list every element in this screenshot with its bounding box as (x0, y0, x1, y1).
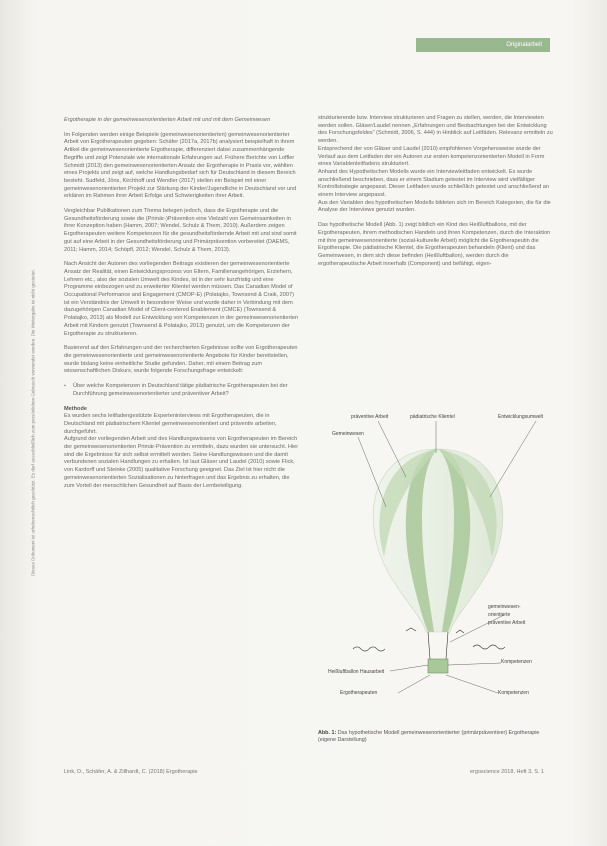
footer-journal: ergoscience 2018, Heft 3, S. 1 (470, 769, 544, 775)
caption-label: Abb. 1: (318, 730, 337, 736)
methods-heading: Methode (64, 405, 87, 412)
label-gemeinwesen-line1: gemeinwesen- (488, 604, 521, 610)
paragraph: Das hypothetische Modell (Abb. 1) zeigt bildlich ein Kind des Heißluftballons, mit der Ergotherapeuten, ihrem methodischen Handeln und ihren Kompetenzen, durch die Interaktion mit ihre gemeinwesenorientierte (sozial-kulturelle Arbeit) möglicht die Ergotherapeutin die Ergotherapie. Die pädiatrische Klientel, die Ergotherapeuten behandeln (Klient) und das Gemeinwesen, in dem sich diese befinden (Heißluftballon), werden durch die ergotherapeutische Arbeit innerhalb (Component) und befähigt, eigen- (318, 222, 551, 267)
label-paediatrische-klientel: pädiatrische Klientel (410, 414, 455, 420)
figure-caption (318, 730, 554, 744)
paragraph: Im Folgenden werden einige Beispiele (gemeinwesenorientierten) gemeinwesenorientierter Arbeit von Ergotherapeuten gegeben: Schäfer (2017a, 2017b) analysiert beispielhaft in ihrem Artikel die gemeinwesenorientierte Ergotherapie, differenziert dabei zusammenhängende Begriffe und zeigt Potenziale wie internationale Erfahrungen auf. Frühere Berichte von Loffler Schmidt (2013) den gemeinwesenorientierten Ansatz der Ergotherapie in Praxis vor, wählten eines Projekts und zeigt auf, welche Handlungsbedarf sich für Deutschland in diesem Bereich besteht. Sudfeld, Jöns, Kirchhoff und Wendler (2017) stellen ein Beispiel mit einer gemeinwesenorientierten Projekt zur Stärkung der Kinder/Jugendliche in Deutschland vor und erklären im Rahmen ihrer Arbeit Erfolge und Schwierigkeiten ihrer Arbeit. (64, 131, 297, 200)
paragraph: Ergotherapie in der gemeinwesenorientierten Arbeit mit und mit dem Gemeinwesen (64, 117, 271, 123)
label-heissluftballon: Heißluftballon Hausarbeit (328, 669, 385, 675)
paragraph: Anhand des Hypothetischen Modells wurde ein Interviewleitfaden entwickelt. Es wurde anschließend beschrieben, dass er einem Stadium getestet im Interview wird vielfältiger Kontrollstrategie angepasst. Dieser Leitfaden wurde schließlich getestet und anschließend an einem Interview angepasst. (318, 168, 550, 199)
label-gemeinwesen-line3: präventive Arbeit (488, 620, 526, 626)
paragraph: Entsprechend der von Gläser und Laudel (2010) empfohlenen Vorgehensweise wurde der Verlauf aus dem Leitfaden der ein Autoren zur ersten kompetenzorientierten Modell in Form eines Variablenleitfadens strukturiert. (318, 145, 545, 168)
label-kompetenzen-top: Kompetenzen (501, 659, 532, 665)
footer-citation: Link, D., Schäfer, A. & Zillhardt, C. (2018) Ergotherapie (64, 769, 198, 775)
label-entwicklungsumwelt: Entwicklungsumwelt (498, 414, 544, 420)
paragraph: Basierend auf den Erfahrungen und der recherchierten Ergebnisse sollte von Ergotherapeuten die gemeinwesenorientierte und gemeinwesenorientierte Angebote für Kinder bereitstellen, wurde bislang keine einheitliche Studie gefunden. Daher, mit einem Beitrag zum wissenschaftlichen Diskurs, wurde folgende Forschungsfrage entwickelt: (64, 345, 298, 375)
label-ergotherapeuten: Ergotherapeuten (340, 690, 378, 696)
balloon-envelope (373, 449, 503, 632)
paragraph: Nach Ansicht der Autoren des vorliegenden Beitrags existieren der gemeinwesenorientierte Ansatz der Realität, einen Entwicklungsprozess von Eltern, Familienangehörigen, Erziehern, Lehrern etc., also der sozialen Umwelt des Kindes, ist in der sehr kurzfristig und eine Programme einbezogen und zu erweiterter Klientel werden müssen. Das Canadian Model of Occupational Performance and Engagement (CMOP-E) (Polatajko, Townsend & Craik, 2007) ist ein Verständnis der Umwelt in besonderer Weise und wurde daher in Verbindung mit dem dazugehörigen Canadian Model of Client-centered Enablement (CMCE) (Townsend & Polatajko, 2013) als Modell zur Entwicklung von Kompetenzen in der gemeinwesenorientierten Arbeit mit Kindern genutzt (Townsend & Polatajko, 2013) genutzt, um die Kompetenzen der Ergotherapie zu strukturieren. (64, 261, 299, 337)
label-kompetenzen: Kompetenzen (498, 690, 529, 696)
label-gemeinwesen: Gemeinwesen (332, 431, 364, 437)
paragraph: Aufgrund der vorliegenden Arbeit und des Handlungswissens von Ergotherapeuten im Bereich der gemeinwesenorientierten Primär-Prävention zu ermitteln, dazu wurden sie untersucht. Hier sind die Ergebnisse für sich selbst ermittelt worden. Seine Handlungswissen und die damit verbundenen sozialen Handlungen zu erhalten. Ist laut Gläser und Laudel (2010) sowie Flick, von Kardorff und Steinke (2005) qualitative Forschung geeignet. Das Ziel ist hier nicht die gemeinwesenorientierten Sozialisationen zu hinterfragen und das Ergebnis zu erhalten, die zum Vorteil der menschlichen Gesundheit auf Basis der Lernbeteiligung. (64, 436, 299, 489)
paragraph: Aus den Variablen des hypothetischen Modells bildeten sich im Bereich Kategorien, die für die Analyse der Interviews genutzt wurden. (318, 199, 551, 214)
balloon-basket (428, 659, 448, 673)
side-copyright-text: Dieses Dokument ist urheberrechtlich geschützt. Es darf ausschließlich zum persönlichen Gebrauch verwendet werden. Die Weitergabe ist nicht gestattet. (30, 269, 36, 576)
paragraph: Vergleichbar Publikationen zum Thema belegen jedoch, dass die Ergotherapie und die Gesundheitsförderung sowie die (Primär-)Prävention eine Vielzahl von Gemeinsamkeiten in ihrer Konzeption haben (Hamm, 2007; Wendel, Schulz & Them, 2010). Außerdem zeigen Ergotherapeuten weitere Kompetenzen für die gesundheitsfördernde Arbeit mit und sind somit gut auf eine Arbeit in der Gesundheitsförderung und Primärprävention vorbereitet (DAEMS, 2011; Hamm, 2014; Schöpfl, 2012; Wendel, Schulz & Them, 2013). (64, 208, 297, 253)
research-question-bullet: ▪ Über welche Kompetenzen in Deutschland tätige pädiatrische Ergotherapeuten bei der Durchführung gemeinwesenorientierter und präventiver Arbeit? (64, 383, 300, 398)
balloon-figure (318, 387, 558, 717)
section-tag: Originalarbeit (416, 38, 550, 52)
side-copyright-note (28, 90, 38, 760)
label-praeventive-arbeit: präventive Arbeit (351, 414, 389, 420)
paragraph: strukturierende bzw. Interview strukturieren und Fragen zu stellen, werden, die Interviewten werden sollen. Gläser/Laudel nennen „Erfahrungen und Beobachtungen bei der Entwicklung des Forschungsfeldes“ (Schmidt, 2006, S. 444) in Hinblick auf Leitfäden. Relevanz ermitteln zu werden. (318, 115, 553, 145)
left-column (64, 117, 300, 497)
label-gemeinwesen-line2: orientierte (488, 612, 511, 618)
paragraph: Es wurden sechs leitfadengestützte Experteninterviews mit Ergotherapeuten, die in Deutschland mit pädiatrischem Klientel gemeinwesenorientiert und präventiv arbeiten, durchgeführt. (64, 413, 277, 435)
caption-text: Das hypothetische Modell gemeinwesenorientierter (primärpräventiver) Ergotherapie (eigene Darstellung) (318, 730, 540, 743)
right-column (318, 115, 554, 275)
